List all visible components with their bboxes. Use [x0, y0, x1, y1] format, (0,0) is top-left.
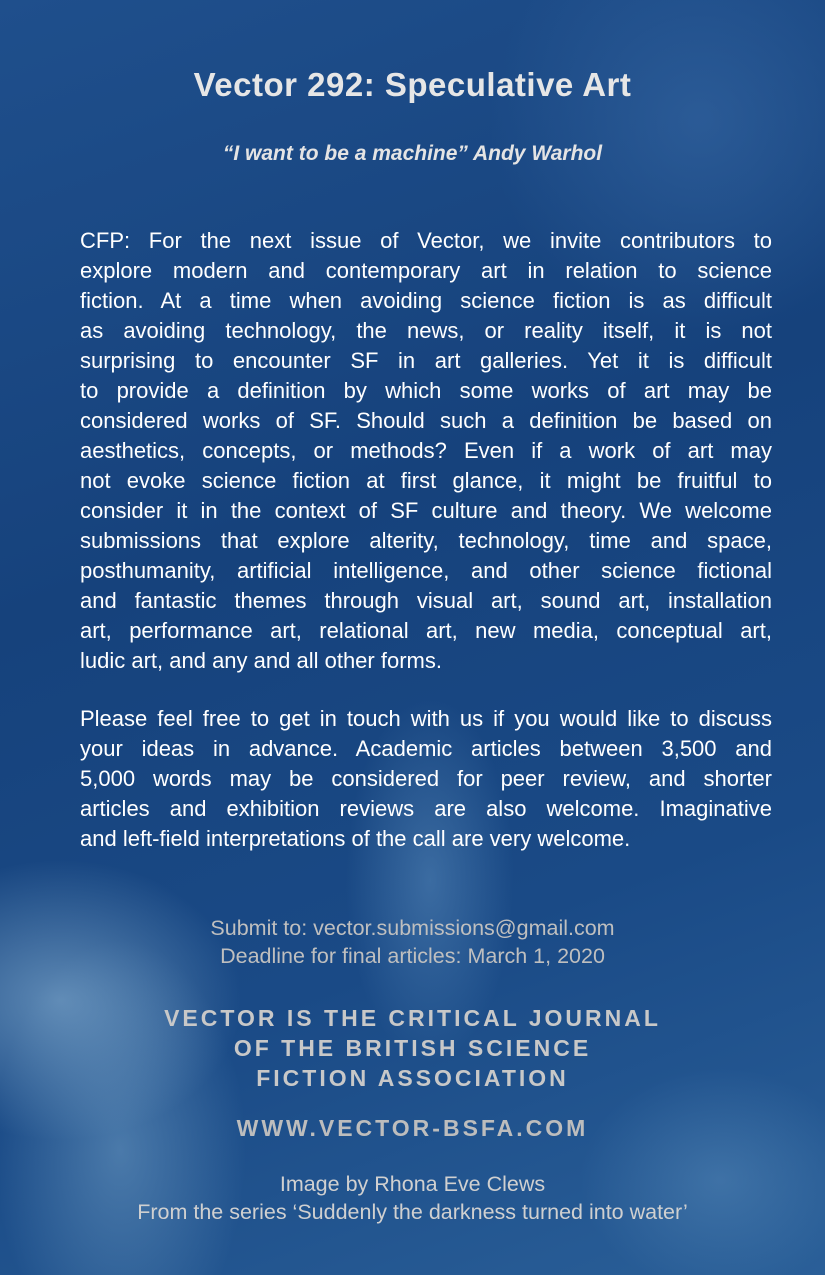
text-line: 5,000 words may be considered for peer review, and shorter — [80, 766, 772, 791]
contact-paragraph — [80, 704, 772, 854]
text-line: explore modern and contemporary art in relation to science — [80, 258, 772, 283]
text-line: not evoke science fiction at first glance, it might be fruitful to — [80, 468, 772, 493]
text-line: submissions that explore alterity, technology, time and space, — [80, 528, 772, 553]
text-line: posthumanity, artificial intelligence, and other science fictional — [80, 558, 772, 583]
text-line: aesthetics, concepts, or methods? Even if a work of art may — [80, 438, 772, 463]
credit-artist: Image by Rhona Eve Clews — [279, 1172, 546, 1196]
text-line: Please feel free to get in touch with us if you would like to discuss — [80, 706, 772, 731]
text-line: articles and exhibition reviews are also welcome. Imaginative — [80, 796, 772, 821]
credit-series: From the series ‘Suddenly the darkness turned into water’ — [137, 1200, 688, 1224]
text-line: as avoiding technology, the news, or reality itself, it is not — [80, 318, 772, 343]
text-line: surprising to encounter SF in art galleries. Yet it is difficult — [80, 348, 772, 373]
association-statement — [0, 1003, 825, 1093]
text-line: to provide a definition by which some works of art may be — [80, 378, 772, 403]
text-line: CFP: For the next issue of Vector, we invite contributors to — [80, 228, 772, 253]
text-line: and fantastic themes through visual art, sound art, installation — [80, 588, 772, 613]
text-line: consider it in the context of SF culture and theory. We welcome — [80, 498, 772, 523]
text-line: your ideas in advance. Academic articles between 3,500 and — [80, 736, 772, 761]
association-line: VECTOR IS THE CRITICAL JOURNAL — [164, 1005, 661, 1031]
image-credit — [0, 1170, 825, 1226]
epigraph-quote: “I want to be a machine” Andy Warhol — [222, 142, 603, 165]
text-line: art, performance art, relational art, new media, conceptual art, — [80, 618, 772, 643]
submission-info — [0, 914, 825, 970]
text-line: ludic art, and any and all other forms. — [80, 648, 442, 673]
association-line: FICTION ASSOCIATION — [256, 1065, 569, 1091]
website-link[interactable]: WWW.VECTOR-BSFA.COM — [236, 1115, 589, 1141]
association-line: OF THE BRITISH SCIENCE — [233, 1035, 592, 1061]
deadline: Deadline for final articles: March 1, 2020 — [220, 944, 605, 968]
page-title: Vector 292: Speculative Art — [193, 66, 632, 103]
cfp-paragraph — [80, 226, 772, 676]
text-line: fiction. At a time when avoiding science fiction is as difficult — [80, 288, 772, 313]
submit-email[interactable]: Submit to: vector.submissions@gmail.com — [210, 916, 615, 940]
text-line: and left-field interpretations of the call are very welcome. — [80, 826, 631, 851]
text-line: considered works of SF. Should such a definition be based on — [80, 408, 772, 433]
